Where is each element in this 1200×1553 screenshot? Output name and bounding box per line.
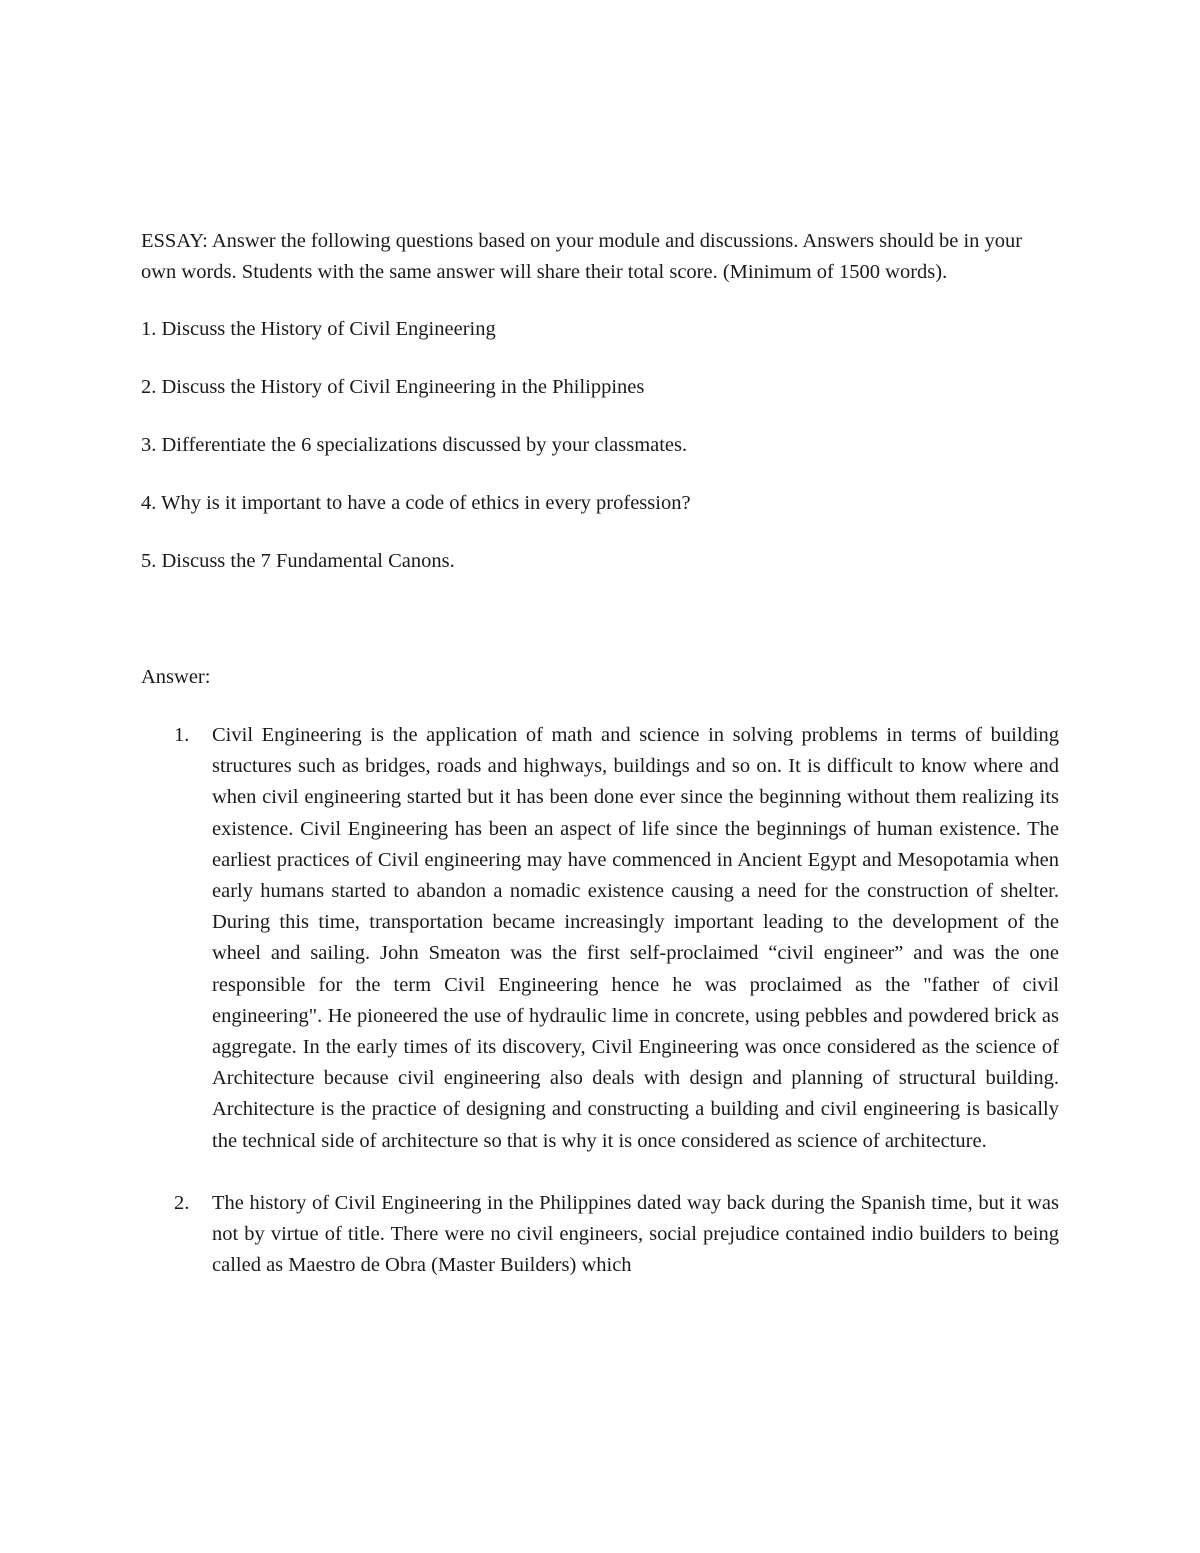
answer-item	[141, 720, 1059, 1157]
answer-list	[141, 720, 1059, 1281]
answer-text: The history of Civil Engineering in the Philippines dated way back during the Spanish time, but it was not by virtue of title. There were no civil engineers, social prejudice contained indio builders to being called as Maestro de Obra (Master Builders) which	[212, 1191, 1059, 1277]
answer-number: 2.	[174, 1191, 190, 1214]
document-body	[141, 226, 1059, 1281]
question-item: 4. Why is it important to have a code of ethics in every profession?	[141, 492, 691, 514]
question-item: 3. Differentiate the 6 specializations discussed by your classmates.	[141, 434, 688, 456]
answer-text: Civil Engineering is the application of math and science in solving problems in terms of building structures such as bridges, roads and highways, buildings and so on. It is difficult to know where and when civil engineering started but it has been done ever since the beginning without them realizing its existence. Civil Engineering has been an aspect of life since the beginnings of human existence. The earliest practices of Civil engineering may have commenced in Ancient Egypt and Mesopotamia when early humans started to abandon a nomadic existence causing a need for the construction of shelter. During this time, transportation became increasingly important leading to the development of the wheel and sailing. John Smeaton was the first self-proclaimed “civil engineer” and was the one responsible for the term Civil Engineering hence he was proclaimed as the "father of civil engineering". He pioneered the use of hydraulic lime in concrete, using pebbles and powdered brick as aggregate. In the early times of its discovery, Civil Engineering was once considered as the science of Architecture because civil engineering also deals with design and planning of structural building. Architecture is the practice of designing and constructing a building and civil engineering is basically the technical side of architecture so that is why it is once considered as science of architecture.	[212, 724, 1059, 1152]
question-item: 5. Discuss the 7 Fundamental Canons.	[141, 550, 455, 572]
answer-number: 1.	[174, 724, 190, 746]
question-item: 2. Discuss the History of Civil Engineering in the Philippines	[141, 376, 645, 398]
question-item: 1. Discuss the History of Civil Engineering	[141, 318, 496, 340]
answer-heading: Answer:	[141, 666, 211, 688]
answer-item	[141, 1188, 1059, 1282]
essay-instructions: ESSAY: Answer the following questions based on your module and discussions. Answers should be in your own words. Students with the same answer will share their total score. (Minimum of 1500 words).	[141, 230, 1023, 283]
